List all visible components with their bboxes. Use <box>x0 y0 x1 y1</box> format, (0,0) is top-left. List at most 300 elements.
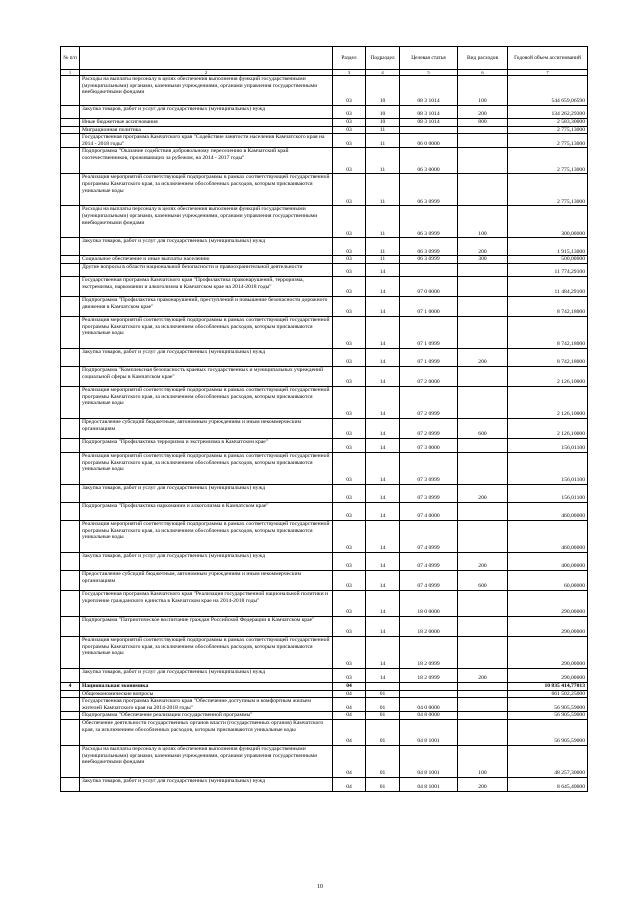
table-row <box>61 206 588 238</box>
row-number <box>61 616 80 636</box>
row-name: Иные бюджетные ассигнования <box>80 119 333 127</box>
row-subsection: 14 <box>366 502 400 520</box>
row-section: 03 <box>333 296 366 316</box>
row-section: 03 <box>333 238 366 256</box>
row-section: 03 <box>333 484 366 502</box>
row-name: Предоставление субсидий бюджетным, автономным учреждениям и иным некоммерческим организациям <box>80 418 333 438</box>
table-body <box>61 76 588 792</box>
row-amount: 2 126,10000 <box>508 386 588 418</box>
row-name: Реализация мероприятий соответствующей подпрограммы в рамках соответствующей государственной программы Камчатского края, за исключением обособленных расходов, которым присваиваются уникальные коды <box>80 520 333 552</box>
row-name: Национальная экономика <box>80 682 333 690</box>
row-number <box>61 484 80 502</box>
row-target-article: 07 0 0000 <box>400 276 458 296</box>
table-row <box>61 348 588 366</box>
table-row <box>61 570 588 590</box>
row-number <box>61 296 80 316</box>
row-expense-type <box>458 690 508 698</box>
row-section: 03 <box>333 590 366 616</box>
header-target-article: Целевая статья <box>400 47 458 70</box>
row-section: 04 <box>333 719 366 745</box>
row-number <box>61 438 80 452</box>
row-name: Реализация мероприятий соответствующей подпрограммы в рамках соответствующей государственной программы Камчатского края, за исключением обособленных расходов, которым присваиваются уникальные коды <box>80 386 333 418</box>
row-number <box>61 636 80 668</box>
row-target-article: 04 8 1001 <box>400 745 458 777</box>
row-subsection: 14 <box>366 552 400 570</box>
row-target-article <box>400 690 458 698</box>
table-row <box>61 263 588 276</box>
row-subsection <box>366 682 400 690</box>
row-subsection: 11 <box>366 148 400 174</box>
row-section: 03 <box>333 148 366 174</box>
header-name <box>80 47 333 70</box>
row-expense-type: 300 <box>458 256 508 264</box>
page-number: 10 <box>317 884 323 890</box>
row-name: Закупка товаров, работ и услуг для государственных (муниципальных) нужд <box>80 238 333 256</box>
row-target-article <box>400 126 458 134</box>
row-number <box>61 552 80 570</box>
row-amount: 500,00000 <box>508 256 588 264</box>
row-expense-type: 600 <box>458 570 508 590</box>
row-section: 04 <box>333 690 366 698</box>
row-amount: 11 774,29100 <box>508 263 588 276</box>
row-target-article: 08 3 1014 <box>400 106 458 119</box>
row-amount: 56 905,59000 <box>508 698 588 712</box>
row-amount: 661 502,25000 <box>508 690 588 698</box>
row-number <box>61 126 80 134</box>
table-row <box>61 106 588 119</box>
row-section: 03 <box>333 256 366 264</box>
row-target-article: 07 1 0999 <box>400 316 458 348</box>
table-row <box>61 134 588 148</box>
row-amount: 460,00000 <box>508 520 588 552</box>
table-row <box>61 484 588 502</box>
row-expense-type <box>458 682 508 690</box>
table-row <box>61 276 588 296</box>
row-target-article: 06 3 0999 <box>400 174 458 206</box>
row-number <box>61 668 80 682</box>
table-row <box>61 777 588 791</box>
column-index: 6 <box>458 70 508 76</box>
row-section: 03 <box>333 119 366 127</box>
row-subsection: 14 <box>366 263 400 276</box>
table-row <box>61 719 588 745</box>
row-name: Реализация мероприятий соответствующей подпрограммы в рамках соответствующей государственной программы Камчатского края, за исключением обособленных расходов, которым присваиваются уникальные коды <box>80 174 333 206</box>
row-number <box>61 386 80 418</box>
row-amount: 156,01100 <box>508 484 588 502</box>
row-expense-type <box>458 438 508 452</box>
row-amount: 8 645,40000 <box>508 777 588 791</box>
row-section: 03 <box>333 316 366 348</box>
row-target-article: 18 2 0999 <box>400 668 458 682</box>
row-target-article: 08 3 1014 <box>400 119 458 127</box>
row-amount: 8 742,18000 <box>508 296 588 316</box>
row-section: 04 <box>333 777 366 791</box>
row-target-article: 07 4 0000 <box>400 502 458 520</box>
row-name: Закупка товаров, работ и услуг для государственных (муниципальных) нужд <box>80 552 333 570</box>
row-amount: 2 126,10000 <box>508 366 588 386</box>
row-amount: 290,00000 <box>508 616 588 636</box>
row-section: 03 <box>333 106 366 119</box>
row-amount: 11 484,29100 <box>508 276 588 296</box>
row-subsection: 11 <box>366 256 400 264</box>
row-section: 03 <box>333 206 366 238</box>
table-row <box>61 690 588 698</box>
row-expense-type: 200 <box>458 238 508 256</box>
row-section: 03 <box>333 418 366 438</box>
header-subsection: Подраздел <box>366 47 400 70</box>
row-subsection: 11 <box>366 206 400 238</box>
row-number <box>61 777 80 791</box>
row-section: 03 <box>333 616 366 636</box>
row-subsection: 14 <box>366 570 400 590</box>
column-index: 3 <box>333 70 366 76</box>
row-number <box>61 366 80 386</box>
row-section: 03 <box>333 668 366 682</box>
row-expense-type <box>458 366 508 386</box>
row-section: 03 <box>333 502 366 520</box>
row-amount: 8 742,18000 <box>508 316 588 348</box>
row-expense-type: 600 <box>458 418 508 438</box>
row-expense-type: 200 <box>458 348 508 366</box>
row-number <box>61 76 80 106</box>
row-amount: 400,00000 <box>508 552 588 570</box>
row-subsection: 01 <box>366 698 400 712</box>
row-target-article: 07 4 0999 <box>400 520 458 552</box>
row-expense-type <box>458 316 508 348</box>
row-expense-type <box>458 636 508 668</box>
row-name: Миграционная политика <box>80 126 333 134</box>
table-row <box>61 126 588 134</box>
row-number <box>61 690 80 698</box>
row-expense-type <box>458 452 508 484</box>
row-section: 03 <box>333 348 366 366</box>
row-name: Закупка товаров, работ и услуг для государственных (муниципальных) нужд <box>80 777 333 791</box>
row-subsection: 14 <box>366 616 400 636</box>
row-number <box>61 590 80 616</box>
row-name: Подпрограмма "Профилактика терроризма и экстремизма в Камчатском крае" <box>80 438 333 452</box>
row-target-article <box>400 263 458 276</box>
row-section: 03 <box>333 438 366 452</box>
row-amount: 60,00000 <box>508 570 588 590</box>
row-target-article: 04 8 0000 <box>400 712 458 720</box>
row-expense-type <box>458 719 508 745</box>
row-target-article: 18 2 0999 <box>400 636 458 668</box>
table-row <box>61 668 588 682</box>
row-amount: 156,01100 <box>508 438 588 452</box>
table-row <box>61 418 588 438</box>
row-amount: 134 262,29300 <box>508 106 588 119</box>
row-amount: 290,00000 <box>508 636 588 668</box>
row-amount: 1 915,13000 <box>508 238 588 256</box>
row-section: 04 <box>333 712 366 720</box>
table-row <box>61 552 588 570</box>
row-subsection: 14 <box>366 348 400 366</box>
row-name: Реализация мероприятий соответствующей подпрограммы в рамках соответствующей государственной программы Камчатского края, за исключением обособленных расходов, которым присваиваются уникальные коды <box>80 316 333 348</box>
row-subsection: 14 <box>366 484 400 502</box>
row-amount: 56 905,59000 <box>508 719 588 745</box>
row-section: 03 <box>333 263 366 276</box>
table-row <box>61 745 588 777</box>
row-target-article: 18 2 0000 <box>400 616 458 636</box>
row-amount: 544 659,06590 <box>508 76 588 106</box>
row-amount: 56 905,59000 <box>508 712 588 720</box>
row-target-article: 07 1 0000 <box>400 296 458 316</box>
row-number <box>61 276 80 296</box>
row-name: Подпрограмма "Обеспечение реализации государственной программы" <box>80 712 333 720</box>
row-target-article: 07 3 0000 <box>400 438 458 452</box>
row-subsection: 10 <box>366 76 400 106</box>
row-subsection: 14 <box>366 636 400 668</box>
row-name: Закупка товаров, работ и услуг для государственных (муниципальных) нужд <box>80 484 333 502</box>
row-subsection: 10 <box>366 106 400 119</box>
row-section: 03 <box>333 636 366 668</box>
row-amount: 2 775,13000 <box>508 174 588 206</box>
row-section: 03 <box>333 366 366 386</box>
column-index: 1 <box>61 70 80 76</box>
row-amount: 2 775,13000 <box>508 126 588 134</box>
row-name: Государственная программа Камчатского края "Содействие занятости населения Камчатского края на 2014 - 2018 годы" <box>80 134 333 148</box>
row-section: 03 <box>333 276 366 296</box>
row-name: Закупка товаров, работ и услуг для государственных (муниципальных) нужд <box>80 668 333 682</box>
row-name: Закупка товаров, работ и услуг для государственных (муниципальных) нужд <box>80 106 333 119</box>
row-section: 03 <box>333 452 366 484</box>
row-name: Подпрограмма "Профилактика наркомании и алкоголизма в Камчатском крае" <box>80 502 333 520</box>
row-subsection: 14 <box>366 316 400 348</box>
row-subsection: 01 <box>366 712 400 720</box>
row-name: Государственная программа Камчатского края "Реализация государственной национальной политики и укрепление гражданского единства в Камчатском крае на 2014-2018 годы" <box>80 590 333 616</box>
row-subsection: 11 <box>366 134 400 148</box>
row-name: Расходы на выплаты персоналу в целях обеспечения выполнения функций государственными (муниципальными) органами, казенными учреждениями, органами управления государственными внебюджетными фондами <box>80 76 333 106</box>
row-target-article: 06 3 0999 <box>400 256 458 264</box>
row-name: Предоставление субсидий бюджетным, автономным учреждениям и иным некоммерческим организациям <box>80 570 333 590</box>
row-number <box>61 712 80 720</box>
row-expense-type: 200 <box>458 777 508 791</box>
row-name: Обеспечение деятельности государственных органов власти (государственных органов) Камчатского края, за исключением обособленных расходов, которым присваиваются уникальные коды <box>80 719 333 745</box>
row-expense-type <box>458 174 508 206</box>
row-expense-type: 100 <box>458 76 508 106</box>
row-target-article: 06 3 0000 <box>400 148 458 174</box>
row-section: 04 <box>333 745 366 777</box>
row-amount: 290,00000 <box>508 668 588 682</box>
row-subsection: 01 <box>366 745 400 777</box>
row-name: Другие вопросы в области национальной безопасности и правоохранительной деятельности <box>80 263 333 276</box>
row-name: Общеэкономические вопросы <box>80 690 333 698</box>
budget-allocation-table <box>60 46 588 792</box>
row-expense-type: 800 <box>458 119 508 127</box>
row-expense-type <box>458 712 508 720</box>
row-subsection: 14 <box>366 590 400 616</box>
row-number <box>61 719 80 745</box>
budget-document-sheet <box>60 46 587 792</box>
row-number <box>61 174 80 206</box>
row-target-article: 08 3 1014 <box>400 76 458 106</box>
row-subsection: 14 <box>366 418 400 438</box>
row-expense-type <box>458 386 508 418</box>
row-expense-type <box>458 698 508 712</box>
row-target-article: 18 0 0000 <box>400 590 458 616</box>
row-subsection: 11 <box>366 126 400 134</box>
row-amount: 290,00000 <box>508 590 588 616</box>
table-row <box>61 520 588 552</box>
row-amount: 156,01100 <box>508 452 588 484</box>
row-subsection: 10 <box>366 119 400 127</box>
row-target-article: 04 8 1001 <box>400 719 458 745</box>
row-amount: 2 126,10000 <box>508 418 588 438</box>
table-row <box>61 616 588 636</box>
table-row <box>61 76 588 106</box>
row-subsection: 01 <box>366 690 400 698</box>
row-expense-type: 200 <box>458 552 508 570</box>
row-expense-type <box>458 134 508 148</box>
row-target-article: 06 3 0999 <box>400 238 458 256</box>
row-number <box>61 570 80 590</box>
row-amount: 300,00000 <box>508 206 588 238</box>
row-subsection: 14 <box>366 452 400 484</box>
header-expense-type: Вид расходов <box>458 47 508 70</box>
row-subsection: 14 <box>366 296 400 316</box>
row-target-article: 07 2 0999 <box>400 418 458 438</box>
row-target-article: 07 2 0000 <box>400 366 458 386</box>
row-amount: 48 257,30000 <box>508 745 588 777</box>
table-row <box>61 366 588 386</box>
column-index: 5 <box>400 70 458 76</box>
table-row <box>61 238 588 256</box>
table-header-row <box>61 47 588 70</box>
row-number <box>61 452 80 484</box>
row-target-article: 06 0 0000 <box>400 134 458 148</box>
row-amount: 2 775,13000 <box>508 134 588 148</box>
row-section: 03 <box>333 570 366 590</box>
row-expense-type: 200 <box>458 484 508 502</box>
table-row <box>61 636 588 668</box>
row-number <box>61 106 80 119</box>
row-name: Реализация мероприятий соответствующей подпрограммы в рамках соответствующей государственной программы Камчатского края, за исключением обособленных расходов, которым присваиваются уникальные коды <box>80 636 333 668</box>
row-name: Подпрограмма "Оказание содействия добровольному переселению в Камчатский край соотечественников, проживающих за рубежом, на 2014 - 2017 годы" <box>80 148 333 174</box>
row-number <box>61 238 80 256</box>
row-name: Подпрограмма "Патриотическое воспитание граждан Российской Федерации в Камчатском крае" <box>80 616 333 636</box>
row-expense-type <box>458 590 508 616</box>
row-expense-type <box>458 502 508 520</box>
row-subsection: 14 <box>366 520 400 552</box>
row-target-article: 07 3 0999 <box>400 452 458 484</box>
row-section: 04 <box>333 682 366 690</box>
row-target-article: 07 1 0999 <box>400 348 458 366</box>
table-row <box>61 682 588 690</box>
row-section: 03 <box>333 76 366 106</box>
row-subsection: 01 <box>366 777 400 791</box>
row-number <box>61 206 80 238</box>
table-row <box>61 590 588 616</box>
row-number <box>61 418 80 438</box>
table-row <box>61 148 588 174</box>
row-name: Подпрограмма "Комплексная безопасность краевых государственных и муниципальных учреждений социальной сферы в Камчатском крае" <box>80 366 333 386</box>
row-number <box>61 698 80 712</box>
row-amount: 10 835 414,77013 <box>508 682 588 690</box>
row-name: Государственная программа Камчатского края "Обеспечение доступным и комфортным жильем жителей Камчатского края на 2014-2018 годы" <box>80 698 333 712</box>
row-expense-type <box>458 276 508 296</box>
row-name: Расходы на выплаты персоналу в целях обеспечения выполнения функций государственными (муниципальными) органами, казенными учреждениями, органами управления государственными внебюджетными фондами <box>80 745 333 777</box>
row-amount: 2 583,30000 <box>508 119 588 127</box>
row-target-article <box>400 682 458 690</box>
table-row <box>61 698 588 712</box>
row-expense-type: 100 <box>458 206 508 238</box>
row-name: Реализация мероприятий соответствующей подпрограммы в рамках соответствующей государственной программы Камчатского края, за исключением обособленных расходов, которым присваиваются уникальные коды <box>80 452 333 484</box>
row-number <box>61 119 80 127</box>
row-name: Государственная программа Камчатского края "Профилактика правонарушений, терроризма, экстремизма, наркомании и алкоголизма в Камчатском крае на 2014-2018 годы" <box>80 276 333 296</box>
row-amount: 8 742,18000 <box>508 348 588 366</box>
row-target-article: 07 4 0999 <box>400 570 458 590</box>
row-target-article: 06 3 0999 <box>400 206 458 238</box>
row-expense-type <box>458 296 508 316</box>
row-number <box>61 745 80 777</box>
row-section: 03 <box>333 134 366 148</box>
row-section: 03 <box>333 552 366 570</box>
table-row <box>61 438 588 452</box>
row-name: Подпрограмма "Профилактика правонарушений, преступлений и повышение безопасности дорожного движения в Камчатском крае" <box>80 296 333 316</box>
row-amount: 460,00000 <box>508 502 588 520</box>
row-section: 03 <box>333 174 366 206</box>
row-expense-type: 200 <box>458 668 508 682</box>
row-target-article: 07 3 0999 <box>400 484 458 502</box>
row-name: Закупка товаров, работ и услуг для государственных (муниципальных) нужд <box>80 348 333 366</box>
row-number <box>61 316 80 348</box>
row-subsection: 14 <box>366 386 400 418</box>
row-subsection: 11 <box>366 174 400 206</box>
table-row <box>61 316 588 348</box>
header-section: Раздел <box>333 47 366 70</box>
row-expense-type <box>458 126 508 134</box>
table-row <box>61 712 588 720</box>
table-row <box>61 296 588 316</box>
row-expense-type: 100 <box>458 745 508 777</box>
header-number: № п/п <box>61 47 80 70</box>
row-subsection: 14 <box>366 366 400 386</box>
row-section: 04 <box>333 698 366 712</box>
row-expense-type: 200 <box>458 106 508 119</box>
row-expense-type <box>458 148 508 174</box>
row-expense-type <box>458 520 508 552</box>
row-section: 03 <box>333 520 366 552</box>
row-subsection: 14 <box>366 438 400 452</box>
table-row <box>61 119 588 127</box>
row-number <box>61 148 80 174</box>
row-target-article: 04 0 0000 <box>400 698 458 712</box>
row-subsection: 14 <box>366 276 400 296</box>
table-row <box>61 174 588 206</box>
row-section: 03 <box>333 386 366 418</box>
column-index: 7 <box>508 70 588 76</box>
row-number <box>61 134 80 148</box>
row-name: Социальное обеспечение и иные выплаты населению <box>80 256 333 264</box>
table-row <box>61 386 588 418</box>
row-expense-type <box>458 263 508 276</box>
table-row <box>61 502 588 520</box>
row-subsection: 01 <box>366 719 400 745</box>
column-index: 2 <box>80 70 333 76</box>
column-index: 4 <box>366 70 400 76</box>
row-target-article: 04 8 1001 <box>400 777 458 791</box>
row-subsection: 14 <box>366 668 400 682</box>
table-row <box>61 256 588 264</box>
row-target-article: 07 4 0999 <box>400 552 458 570</box>
row-section: 03 <box>333 126 366 134</box>
row-number <box>61 520 80 552</box>
row-number <box>61 256 80 264</box>
row-amount: 2 775,13000 <box>508 148 588 174</box>
row-number: 4 <box>61 682 80 690</box>
row-name: Расходы на выплаты персоналу в целях обеспечения выполнения функций государственными (муниципальными) органами, казенными учреждениями, органами управления государственными внебюджетными фондами <box>80 206 333 238</box>
table-row <box>61 452 588 484</box>
